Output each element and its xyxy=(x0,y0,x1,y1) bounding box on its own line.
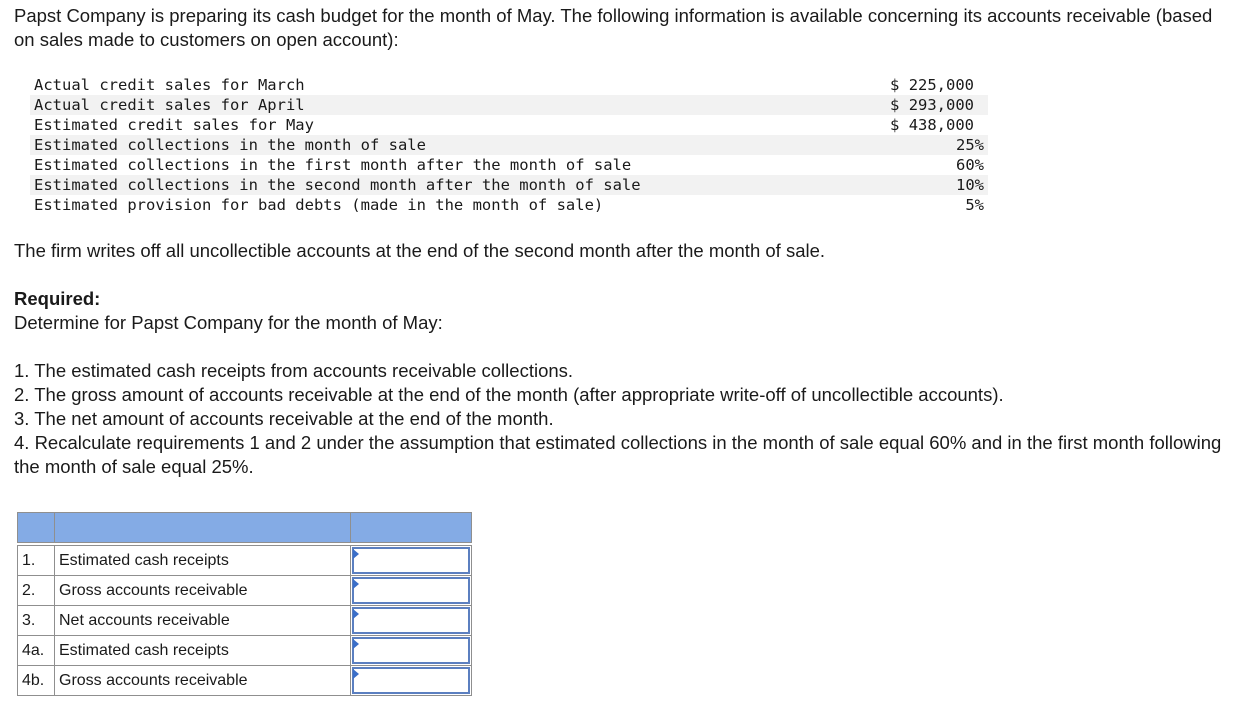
info-label: Estimated collections in the month of sale xyxy=(30,135,852,155)
info-label: Estimated credit sales for May xyxy=(34,116,314,134)
info-label: Estimated provision for bad debts (made in the month of sale) xyxy=(34,196,604,214)
answer-number: 2. xyxy=(18,576,55,606)
table-row xyxy=(30,195,988,215)
answer-row xyxy=(18,606,472,636)
requirements-list xyxy=(14,359,1232,479)
info-value: 60% xyxy=(956,156,984,174)
info-label: Estimated collections in the second month after the month of sale xyxy=(30,175,852,195)
requirement-item: 2. The gross amount of accounts receivable at the end of the month (after appropriate write-off of uncollectible accounts). xyxy=(14,384,1004,405)
info-label: Actual credit sales for April xyxy=(30,95,852,115)
required-text: Determine for Papst Company for the month of May: xyxy=(14,312,443,333)
table-row xyxy=(30,175,988,195)
table-row xyxy=(30,135,988,155)
answer-label: Net accounts receivable xyxy=(55,606,351,636)
requirement-item: 4. Recalculate requirements 1 and 2 under the assumption that estimated collections in the month of sale equal 60% and in the first month following the month of sale equal 25%. xyxy=(14,432,1222,477)
answer-number: 4b. xyxy=(18,666,55,696)
answer-row xyxy=(18,666,472,696)
info-value: 5% xyxy=(965,196,984,214)
answer-row xyxy=(18,636,472,666)
answer-label: Gross accounts receivable xyxy=(55,666,351,696)
answer-table xyxy=(17,512,472,696)
required-heading: Required: xyxy=(14,288,101,309)
dollar-sign: $ xyxy=(890,116,900,134)
info-value: 25% xyxy=(852,135,988,155)
recalc-cash-receipts-input[interactable] xyxy=(352,637,470,664)
answer-row xyxy=(18,546,472,576)
info-value: 225,000 xyxy=(908,76,975,94)
requirement-item: 1. The estimated cash receipts from accounts receivable collections. xyxy=(14,360,574,381)
answer-label: Estimated cash receipts xyxy=(55,636,351,666)
info-value: 293,000 xyxy=(908,96,975,114)
intro-paragraph: Papst Company is preparing its cash budget for the month of May. The following information is available concerning its accounts receivable (based on sales made to customers on open account): xyxy=(14,5,1213,50)
recalc-gross-receivable-input[interactable] xyxy=(352,667,470,694)
answer-label: Gross accounts receivable xyxy=(55,576,351,606)
info-label: Estimated collections in the first month after the month of sale xyxy=(34,156,632,174)
dollar-sign: $ xyxy=(890,96,900,114)
answer-number: 1. xyxy=(18,546,55,576)
table-row xyxy=(30,75,988,95)
info-value: 438,000 xyxy=(908,116,975,134)
gross-accounts-receivable-input[interactable] xyxy=(352,577,470,604)
answer-label: Estimated cash receipts xyxy=(55,546,351,576)
info-label: Actual credit sales for March xyxy=(34,76,305,94)
answer-number: 4a. xyxy=(18,636,55,666)
table-row xyxy=(30,95,988,115)
table-row xyxy=(30,155,988,175)
estimated-cash-receipts-input[interactable] xyxy=(352,547,470,574)
dollar-sign: $ xyxy=(890,76,900,94)
sales-info-table xyxy=(30,75,988,215)
requirement-item: 3. The net amount of accounts receivable at the end of the month. xyxy=(14,408,554,429)
table-row xyxy=(30,115,988,135)
answer-number: 3. xyxy=(18,606,55,636)
writeoff-note: The firm writes off all uncollectible accounts at the end of the second month after the month of sale. xyxy=(14,240,826,261)
net-accounts-receivable-input[interactable] xyxy=(352,607,470,634)
info-value: 10% xyxy=(852,175,988,195)
answer-row xyxy=(18,576,472,606)
answer-header-row xyxy=(18,513,472,543)
